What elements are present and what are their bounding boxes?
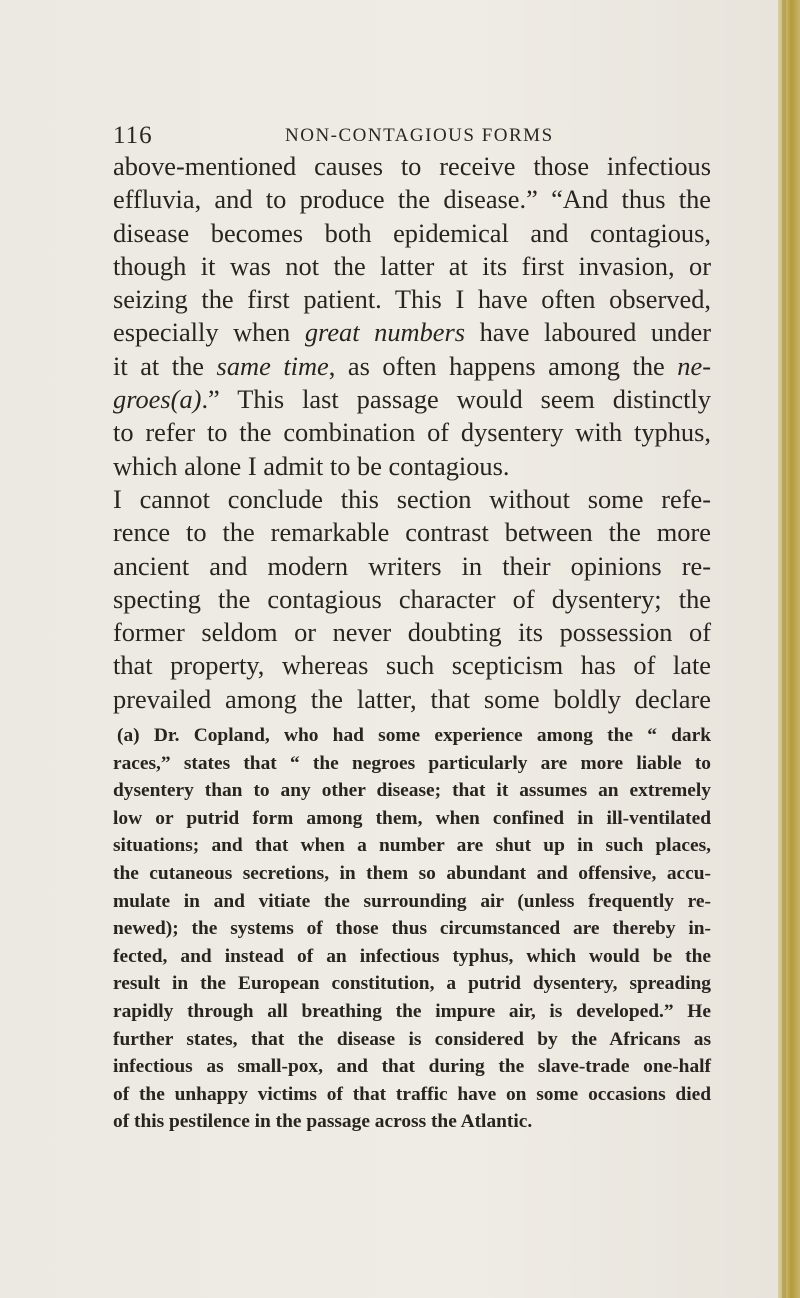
- footnote-line: newed); the systems of those thus circumstanced are thereby in-: [113, 918, 711, 940]
- body-line-italic-groes: groes(a).” This last passage would seem distinctly: [113, 384, 711, 415]
- body-line: ancient and modern writers in their opinions re-: [113, 550, 711, 581]
- footnote-line: rapidly through all breathing the impure air, is developed.” He: [113, 1000, 711, 1022]
- body-line: rence to the remarkable contrast between the more: [113, 517, 711, 548]
- body-line: to refer to the combination of dysentery with typhus,: [113, 417, 711, 448]
- footnote-line: of this pestilence in the passage across the Atlantic.: [113, 1111, 533, 1133]
- italic-emphasis: great numbers: [304, 317, 466, 348]
- footnote-line: races,” states that “ the negroes particularly are more liable to: [113, 752, 711, 774]
- footnote-line: (a) Dr. Copland, who had some experience among the “ dark: [117, 725, 711, 746]
- page-header: [0, 122, 780, 152]
- body-line: prevailed among the latter, that some boldly declare: [113, 683, 711, 714]
- footnote-line: low or putrid form among them, when confined in ill-ventilated: [113, 807, 711, 829]
- footnote-line: dysentery than to any other disease; that it assumes an extremely: [113, 780, 711, 802]
- italic-emphasis: ne-: [677, 350, 711, 381]
- italic-emphasis: groes(a): [113, 384, 202, 415]
- footnote-line: infectious as small-pox, and that during the slave-trade one-half: [113, 1056, 711, 1078]
- footnote-line: further states, that the disease is considered by the Africans as: [113, 1028, 711, 1050]
- footnote-line: fected, and instead of an infectious typhus, which would be the: [113, 945, 711, 967]
- body-line: above-mentioned causes to receive those infectious: [113, 151, 711, 181]
- body-line-italic-great-numbers: especially when great numbers have laboured under: [113, 317, 711, 348]
- body-line: that property, whereas such scepticism has of late: [113, 650, 711, 681]
- italic-emphasis: same time: [216, 350, 329, 381]
- footnote-line: result in the European constitution, a putrid dysentery, spreading: [113, 973, 711, 995]
- footnote: [113, 722, 711, 1136]
- body-line: though it was not the latter at its first invasion, or: [113, 250, 711, 281]
- body-line: effluvia, and to produce the disease.” “And thus the: [113, 184, 711, 215]
- page-edge-shadow: [782, 0, 786, 1298]
- footnote-line: of the unhappy victims of that traffic have on some occasions died: [113, 1083, 711, 1105]
- body-text: [113, 150, 711, 716]
- body-line: disease becomes both epidemical and contagious,: [113, 217, 711, 248]
- body-line-italic-same-time: it at the same time, as often happens among the ne-: [113, 350, 711, 381]
- body-line: I cannot conclude this section without some refe-: [113, 483, 711, 514]
- body-line: seizing the first patient. This I have often observed,: [113, 284, 711, 315]
- page-number: 116: [113, 122, 153, 149]
- body-line: former seldom or never doubting its possession of: [113, 617, 711, 648]
- body-line: which alone I admit to be contagious.: [113, 450, 510, 481]
- footnote-line: the cutaneous secretions, in them so abundant and offensive, accu-: [113, 862, 711, 884]
- footnote-line: mulate in and vitiate the surrounding air (unless frequently re-: [113, 890, 711, 912]
- footnote-line: situations; and that when a number are shut up in such places,: [113, 835, 711, 857]
- body-line: specting the contagious character of dysentery; the: [113, 583, 711, 614]
- running-head: NON-CONTAGIOUS FORMS: [285, 125, 554, 146]
